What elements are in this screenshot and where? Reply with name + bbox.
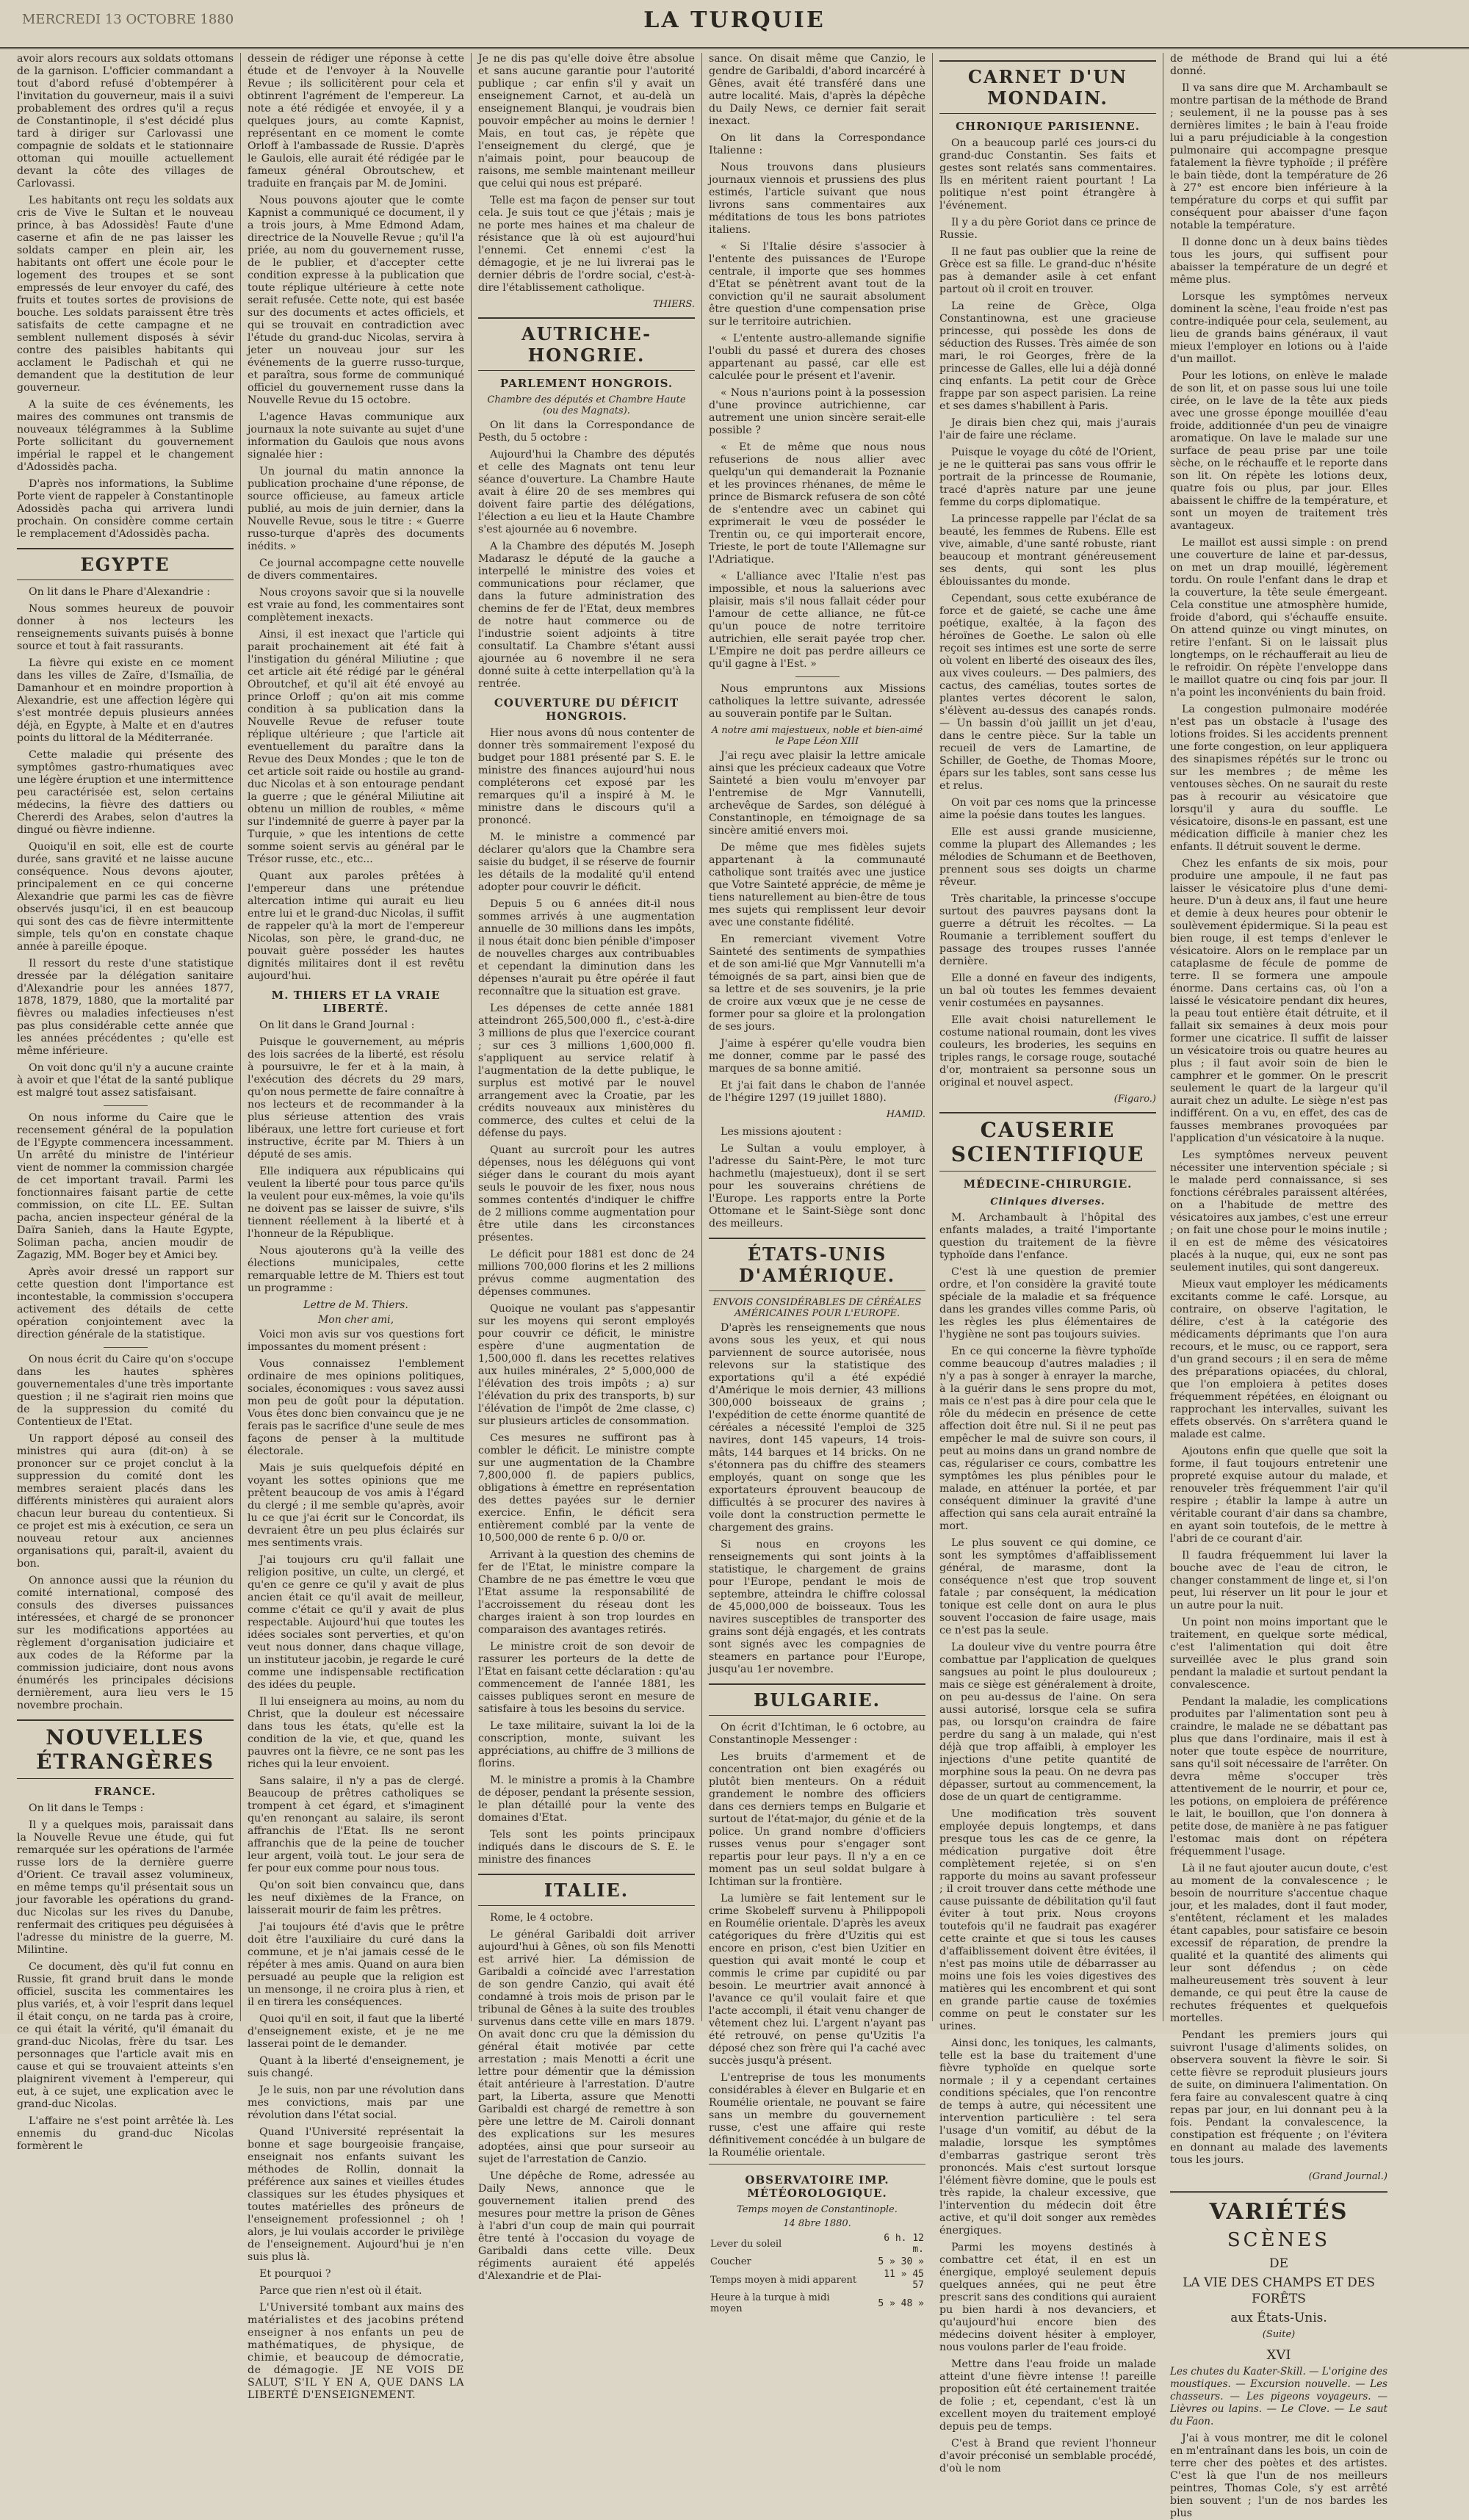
paragraph: La reine de Grèce, Olga Constantinowna, est une gracieuse princesse, qui possède les dons de séduction des Russes. Très aimée de son mari, le roi Georges, frère de la princesse de Galles, elle lui a déjà donné cinq enfants. La petit cour de Grèce frappe par son aspect parisien. La reine et ses dames s'habillent à Paris. bbox=[939, 300, 1156, 412]
paragraph: De même que mes fidèles sujets appartenant à la communauté catholique sont traités avec une justice que Votre Sainteté apprécie, de même je tiens naturellement au bien-être de tous mes sujets qui remplissent leur devoir avec une constante fidélité. bbox=[709, 842, 925, 928]
paragraph: On a beaucoup parlé ces jours-ci du grand-duc Constantin. Ses faits et gestes sont relatés sans commentaires. Ils en méritent raient pourtant ! La politique n'est point étrangère à l'événement. bbox=[939, 137, 1156, 212]
paragraph: Ajoutons enfin que quelle que soit la forme, il faut toujours entretenir une propreté exquise autour du malade, et renouveler très fréquemment l'air qu'il respire ; établir la lampe à autre un véritable courant d'air dans sa chambre, en ayant soin toutefois, de le mettre à l'abri de ce courant d'air. bbox=[1170, 1445, 1387, 1545]
section-title-italie: ITALIE. bbox=[478, 1874, 695, 1906]
section-title-etats-unis: ÉTATS-UNIS D'AMÉRIQUE. bbox=[709, 1238, 925, 1291]
column-6 bbox=[1163, 53, 1394, 2519]
paragraph: On lit dans la Correspondance Italienne : bbox=[709, 132, 925, 156]
paragraph: Les bruits d'armement et de concentration ont bien exagérés ou plutôt bien menteurs. On a réduit grandement le nombre des officiers dans ces derniers temps en Bulgarie et surtout de l'état-major, du génie et de la police. Un grand nombre d'officiers russes venus pour s'engager sont repartis pour leur pays. Il n'y a en ce moment pas un seul soldat bulgare à Ichtiman sur la frontière. bbox=[709, 1751, 925, 1888]
paragraph: avoir alors recours aux soldats ottomans de la garnison. L'officier commandant a tout d'abord refusé d'obtempérer à l'invitation du gouverneur, mais il a suivi probablement des ordres qu'il a reçus de Constantinople, il s'est décidé plus tard à diriger sur Carlovassi une compagnie de soldats et le stationnaire ottoman qui mouille actuellement devant la côte des villages de Carlovassi. bbox=[17, 53, 234, 189]
paragraph: de méthode de Brand qui lui a été donné. bbox=[1170, 53, 1387, 77]
chapter-number: XVI bbox=[1266, 2347, 1291, 2363]
paragraph: Un point non moins important que le traitement, en quelque sorte médical, c'est l'alimentation qui doit être surveillée avec le plus grand soin pendant la maladie et surtout pendant la convalescence. bbox=[1170, 1617, 1387, 1691]
paragraph: Et j'ai fait dans le chabon de l'année de l'hégire 1297 (19 juillet 1880). bbox=[709, 1080, 925, 1104]
paragraph: Elle est aussi grande musicienne, comme la plupart des Allemandes ; les mélodies de Schumann et de Beethoven, prennent sous ses doigts un charme rêveur. bbox=[939, 826, 1156, 888]
source-credit: (Grand Journal.) bbox=[1308, 2171, 1387, 2182]
paragraph: On lit dans la Correspondance de Pesth, du 5 octobre : bbox=[478, 419, 695, 444]
paragraph: Quant à la liberté d'enseignement, je suis changé. bbox=[248, 2055, 464, 2079]
paragraph: « Si l'Italie désire s'associer à l'entente des puissances de l'Europe centrale, il importe que ses hommes d'Etat se pénètrent avant tout de la conviction qu'il ne saurait absolument être question d'une compensation prise sur le territoire autrichien. bbox=[709, 241, 925, 328]
weather-box bbox=[709, 2164, 925, 2315]
paragraph: Les habitants ont reçu les soldats aux cris de Vive le Sultan et le nouveau prince, à bas Adossidès! Faute d'une caserne et afin de ne pas laisser les soldats camper en plein air, les habitants ont offert une école pour le logement des troupes et se sont empressés de leur envoyer du café, des fruits et toutes sortes de provisions de bouche. Les soldats paraissent être très satisfaits de cette campagne et ne semblent nullement disposés à sévir contre des paisibles habitants qui acclament le Padischah et qui ne demandent que la destitution de leur gouverneur. bbox=[17, 195, 234, 394]
paragraph: « Et de même que nous nous refuserions de nous allier avec quelqu'un qui demanderait la Poznanie et les provinces rhénanes, de même le prince de Bismarck refusera de son côté de s'entendre avec un cabinet qui exprimerait le vœu de posséder le Trentin ou, ce qui importerait encore, Trieste, le port de toute l'Allemagne sur l'Adriatique. bbox=[709, 441, 925, 566]
signature: HAMID. bbox=[886, 1109, 925, 1120]
paragraph: Telle est ma façon de penser sur tout cela. Je suis tout ce que j'étais ; mais je ne porte mes haines et ma chaleur de résistance que là où est aujourd'hui l'ennemi. Cet ennemi c'est la démagogie, et je ne lui livrerai pas le dernier débris de l'ordre social, c'est-à-dire l'établissement catholique. bbox=[478, 195, 695, 294]
paragraph: Le déficit pour 1881 est donc de 24 millions 700,000 florins et les 2 millions prévus comme augmentation des dépenses communes. bbox=[478, 1249, 695, 1298]
section-title-bulgarie: BULGARIE. bbox=[709, 1683, 925, 1716]
paragraph: Les dépenses de cette année 1881 atteindront 265,500,000 fl., c'est-à-dire 3 millions de plus que l'exercice courant ; sur ces 3 millions 1,600,000 fl. s'appliquent au service relatif à l'augmentation de la dette publique, le surplus est motivé par le nouvel arrangement avec la Croatie, par les crédits nouveaux aux ministères du commerce, des cultes et celui de la défense du pays. bbox=[478, 1003, 695, 1139]
paragraph: Ce document, dès qu'il fut connu en Russie, fit grand bruit dans le monde officiel, suscita les commentaires les plus variés, et, à voir l'esprit dans lequel il était conçu, on ne tarda pas à croire, ce qui était la vérité, qu'il émanait du grand-duc Nicolas, frère du tsar. Les personnages que l'article avait mis en cause et qui se trouvaient atteints s'en plaignirent vivement à l'empereur, qui eut, à ce sujet, une explication avec le grand-duc Nicolas. bbox=[17, 1961, 234, 2110]
paragraph: Elle indiquera aux républicains qui veulent la liberté pour tous parce qu'ils la veulent pour eux-mêmes, la voie qu'ils ne doivent pas se laisser de suivre, s'ils tiennent réellement à la liberté et à l'honneur de la République. bbox=[248, 1166, 464, 1240]
paragraph: L'agence Havas communique aux journaux la note suivante au sujet d'une information du Gaulois que nous avons signalée hier : bbox=[248, 411, 464, 461]
masthead bbox=[0, 0, 1469, 49]
paragraph: Cette maladie qui présente des symptômes gastro-rhumatiques avec une légère éruption et une intermittence peu caractérisée est, selon certains médecins, la fièvre des dattiers ou Chererdi des Arabes, selon d'autres la dingué ou fièvre indienne. bbox=[17, 749, 234, 836]
divider bbox=[104, 1105, 148, 1106]
paragraph: Quant aux paroles prêtées à l'empereur dans une prétendue altercation intime qui aurait eu lieu entre lui et le grand-duc Nicolas, il suffit de rappeler qu'à la mort de l'empereur Nicolas, son père, le grand-duc, ne pouvait guère posséder les hautes dignités militaires dont il est revêtu aujourd'hui. bbox=[248, 870, 464, 982]
paragraph: M. le ministre a promis à la Chambre de déposer, pendant la présente session, le plan détaillé pour la vente des domaines d'Etat. bbox=[478, 1775, 695, 1824]
paragraph: Quoique ne voulant pas s'appesantir sur les moyens qui seront employés pour couvrir ce déficit, le ministre espère d'une augmentation de 1,500,000 fl. dans les recettes relatives aux huiles minérales, 2° 5,000,000 de l'élévation des trois impôts ; a) sur l'élévation du prix des transports, b) sur l'élévation de l'impôt de 2me classe, c) sur plusieurs articles de consommation. bbox=[478, 1303, 695, 1427]
subheading-envois: ENVOIS CONSIDÉRABLES DE CÉRÉALES AMÉRICAINES POUR L'EUROPE. bbox=[712, 1297, 922, 1319]
table-row bbox=[709, 2232, 925, 2256]
table-cell: Temps moyen à midi apparent bbox=[710, 2274, 857, 2286]
column-5 bbox=[933, 53, 1163, 2474]
table-cell: 6 h. 12 m. bbox=[884, 2233, 924, 2255]
column-4 bbox=[702, 53, 933, 2314]
table-row bbox=[709, 2268, 925, 2292]
paragraph: A la Chambre des députés M. Joseph Madarasz le député de la gauche a interpellé le ministre des voies et communications pour réclamer, que dans la future administration des chemins de fer de l'Etat, deux membres de notre haut commerce ou de l'industrie soient adjoints à titre consultatif. La Chambre s'étant aussi ajournée au 6 novembre il ne sera donné suite à cette interpellation qu'à la rentrée. bbox=[478, 541, 695, 690]
paragraph: Rome, le 4 octobre. bbox=[490, 1912, 593, 1924]
table-cell: Lever du soleil bbox=[710, 2238, 782, 2250]
paragraph: Ainsi, il est inexact que l'article qui parait prochainement ait été fait à l'instigation du général Miliutine ; que cet article ait été rédigé par le général Obroutchef, et qu'il ait été envoyé au prince Orloff ; qu'on ait mis comme condition à sa publication dans la Nouvelle Revue de refuser toute réplique ultérieure ; que l'article ait eventuellement du paraître dans la Revue des Deux Mondes ; que le ton de cet article soit raide ou hostile au grand-duc Nicolas et à son entourage pendant la guerre ; que le général Miliutine ait obtenu un million de roubles, « même sur l'indemnité de guerre à payer par la Turquie, » que les intentions de cette somme soient servis au général par le Trésor russe, etc., etc... bbox=[248, 629, 464, 865]
paragraph: Elle a donné en faveur des indigents, un bal où toutes les femmes devaient venir costumées en paysannes. bbox=[939, 972, 1156, 1009]
paragraph: On lit dans le Temps : bbox=[29, 1802, 144, 1814]
subsection-title-chronique: CHRONIQUE PARISIENNE. bbox=[956, 120, 1140, 133]
paragraph: Voici mon avis sur vos questions fort impossantes du moment présent : bbox=[248, 1329, 464, 1353]
feuilleton-suite: (Suite) bbox=[1262, 2329, 1296, 2340]
paragraph: On voit donc qu'il n'y a aucune crainte à avoir et que l'état de la santé publique est malgré tout assez satisfaisant. bbox=[17, 1062, 234, 1099]
paragraph: Ces mesures ne suffiront pas à combler le déficit. Le ministre compte sur une augmentation de la Chambre 7,800,000 fl. de papiers publics, obligations à émettre en représentation des dettes payées sur le dernier exercice. Enfin, le déficit sera entièrement comblé par la vente de 10,500,000 de rente 6 p. 0/0 or. bbox=[478, 1432, 695, 1544]
paragraph: Très charitable, la princesse s'occupe surtout des pauvres paysans dont la guerre a détruit les récoltes. — La Roumanie a terriblement souffert du passage des troupes russes l'année dernière. bbox=[939, 893, 1156, 967]
paragraph: J'ai toujours été d'avis que le prêtre doit être l'auxiliaire du curé dans la commune, et je n'ai jamais cessé de le répéter à mes amis. Quand on aura bien persuadé au peuple que la religion est un mensonge, il ne croira plus à rien, et il en tirera les conséquences. bbox=[248, 1921, 464, 2008]
paragraph: « L'alliance avec l'Italie n'est pas impossible, et nous la saluerions avec plaisir, mais s'il nous fallait céder pour l'amour de cette alliance, ne fût-ce qu'un pouce de notre territoire autrichien, elle serait payée trop cher. L'Empire ne doit pas perdre ailleurs ce qu'il gagne à l'Est. » bbox=[709, 571, 925, 670]
column-2 bbox=[241, 53, 472, 2401]
paragraph: A la suite de ces événements, les maires des communes ont transmis de nouveaux télégrammes à la Sublime Porte sollicitant du gouvernement impérial le rappel et le changement d'Adossidès pacha. bbox=[17, 399, 234, 473]
subsection-title-france: FRANCE. bbox=[94, 1785, 156, 1798]
paragraph: La fièvre qui existe en ce moment dans les villes de Zaïre, d'Ismaïlia, de Damanhour et en moindre proportion à Alexandrie, est une affection légère qui s'est montrée depuis plusieurs années déjà, en Egypte, à Malte et en d'autres points du littoral de la Méditerranée. bbox=[17, 657, 234, 744]
table-row bbox=[709, 2292, 925, 2315]
paragraph: On annonce aussi que la réunion du comité international, composé des consuls des diverses puissances intéressées, et chargé de se prononcer sur les modifications apportées au règlement d'organisation judiciaire et aux codes de la Réforme par la commission judiciaire, dont nous avons énumérés les principales décisions dernièrement, aura lieu vers le 15 novembre prochain. bbox=[17, 1575, 234, 1711]
paragraph: Là il ne faut ajouter aucun doute, c'est au moment de la convalescence ; le besoin de nourriture s'accentue chaque jour, et les malades, dont il faut moder, s'entêtent, réclament et les malades étant capables, pour satisfaire ce besoin excessif de réparation, de prendre la qualité et la quantité des aliments qui leur sont défendus ; on cède malheureusement très souvent à leur demande, ce qui peut être la cause de rechutes fréquentes et quelquefois mortelles. bbox=[1170, 1863, 1387, 2024]
paragraph: J'ai reçu avec plaisir la lettre amicale ainsi que les précieux cadeaux que Votre Sainteté a bien voulu m'envoyer par l'entremise de Mgr Vannutelli, archevêque de Sardes, son délégué à Constantinople, en témoignage de sa sincère amitié envers moi. bbox=[709, 750, 925, 837]
paragraph: Le taxe militaire, suivant la loi de la conscription, monte, suivant les appréciations, au chiffre de 3 millions de florins. bbox=[478, 1720, 695, 1769]
table-cell: 5 » 30 » bbox=[878, 2256, 924, 2267]
paragraph: Je dirais bien chez qui, mais j'aurais l'air de faire une réclame. bbox=[939, 417, 1156, 441]
paragraph: Pendant les premiers jours qui suivront l'usage d'aliments solides, on observera souvent la fièvre le soir. Si cette fièvre se reproduit plusieurs jours de suite, on diminuera l'alimentation. On fera faire au convalescent quatre à cinq repas par jour, en lui donnant peu à la fois. Pendant la convalescence, la constipation est fréquente ; on l'évitera en donnant au malade des lavements tous les jours. bbox=[1170, 2029, 1387, 2166]
paragraph: Une dépêche de Rome, adressée au Daily News, annonce que le gouvernement italien prend des mesures pour mettre la prison de Gênes à l'abri d'un coup de main qui pourrait être tenté à l'occasion du voyage de Garibaldi dans cette ville. Deux régiments auraient été appelés d'Alexandrie et de Plai- bbox=[478, 2170, 695, 2282]
feuilleton-subtitle: LA VIE DES CHAMPS ET DES FORÊTS bbox=[1183, 2275, 1375, 2306]
paragraph: Il lui enseignera au moins, au nom du Christ, que la douleur est nécessaire dans tous les états, qu'elle est la condition de la vie, et que, quand les pauvres ont la fièvre, ce ne sont pas les riches qui la leur envoient. bbox=[248, 1696, 464, 1770]
paragraph: « L'entente austro-allemande signifie l'oubli du passé et durera des choses appartenant au passé, car elle est calculée pour le présent et l'avenir. bbox=[709, 333, 925, 382]
issue-date: MERCREDI 13 OCTOBRE 1880 bbox=[22, 12, 234, 27]
paragraph: Quoi qu'il en soit, il faut que la liberté d'enseignement existe, et je ne me lasserai point de le demander. bbox=[248, 2013, 464, 2050]
paragraph: On nous informe du Caire que le recensement général de la population de l'Egypte commencera incessamment. Un arrêté du ministre de l'intérieur vient de nommer la commission chargée de cet important travail. Parmi les fonctionnaires faisant partie de cette commission, on cite LL. EE. Sultan pacha, ancien inspecteur général de la Daïra Sanieh, dans la Haute Egypte, Soliman pacha, ancien moudir de Zagazig, MM. Boger bey et Amici bey. bbox=[17, 1112, 234, 1261]
paragraph: La douleur vive du ventre pourra être combattue par l'application de quelques sangsues au point le plus douloureux ; mais ce siège est généralement à droite, on peu au-dessus de l'aine. On sera aussi autorisé, lorsque cela se sufira pas, ou lorsqu'on craindra de faire perdre du sang à un malade, qui n'est déjà que trop affaibli, à employer les injections d'une petite quantité de morphine sous la peau. On ne devra pas dépasser, surtout au commencement, la dose de un quart de centigramme. bbox=[939, 1642, 1156, 1803]
divider bbox=[104, 1347, 148, 1348]
paragraph: Les symptômes nerveux peuvent nécessiter une intervention spéciale ; si le malade perd connaissance, si ses fonctions cérébrales paraissent altérées, on a l'habitude de mettre des vésicatoires aux jambes, c'est une erreur ; on fait une chose pour le moins inutile ; il en est de même des vésicatoires placés à la nuque, qui, eux ne sont pas seulement inutiles, qui sont dangereux. bbox=[1170, 1149, 1387, 1274]
paragraph: Nous sommes heureux de pouvoir donner à nos lecteurs les renseignements suivants puisés à bonne source et tout à fait rassurants. bbox=[17, 603, 234, 652]
paragraph: Mettre dans l'eau froide un malade atteint d'une fièvre intense !! pareille proposition eût été certainement traitée de folie ; et, cependant, c'est là un excellent moyen du traitement employé depuis peu de temps. bbox=[939, 2358, 1156, 2433]
source-credit: (Figaro.) bbox=[1114, 1094, 1156, 1105]
paragraph: Pendant la maladie, les complications produites par l'alimentation sont peu à craindre, le malade ne se débattant pas plus que dans l'ordinaire, mais il est à noter que toute espèce de nourriture, sans qu'il soit nécessaire de l'arrêter. On devra même s'occuper très attentivement de le nourrir, et pour ce, les potions, on emploiera de préférence le lait, le bouillon, que l'on donnera à petite dose, de manière à ne pas fatiguer l'estomac mais dont on répétera fréquemment l'usage. bbox=[1170, 1696, 1387, 1857]
feuilleton-location: aux États-Unis. bbox=[1230, 2311, 1327, 2325]
paragraph: On lit dans le Phare d'Alexandrie : bbox=[29, 586, 211, 598]
table-cell: Coucher bbox=[710, 2256, 751, 2267]
observatory-title: OBSERVATOIRE IMP. MÉTÉOROLOGIQUE. bbox=[745, 2173, 889, 2200]
paragraph: On écrit d'Ichtiman, le 6 octobre, au Constantinople Messenger : bbox=[709, 1722, 925, 1746]
paragraph: D'après nos informations, la Sublime Porte vient de rappeler à Constantinople Adossidès pacha qui arrivera lundi prochain. On considère comme certain le remplacement d'Adossidès pacha. bbox=[17, 478, 234, 540]
paragraph: Qu'on soit bien convaincu que, dans les neuf dixièmes de la France, on laisserait mourir de faim les prêtres. bbox=[248, 1880, 464, 1916]
paragraph: On lit dans le Grand Journal : bbox=[259, 1019, 415, 1031]
observatory-date: 14 8bre 1880. bbox=[783, 2218, 851, 2229]
paragraph: Il va sans dire que M. Archambault se montre partisan de la méthode de Brand ; seulement, il ne la pousse pas à ses dernières limites ; le bain à l'eau froide lui a paru préjudiciable à la congestion pulmonaire qui accompagne presque fatalement la fièvre typhoïde ; il préfère le bain tiède, dont la température de 26 à 27° est encore bien inférieure à la température du corps et qui suffit par conséquent pour abaisser d'une façon notable la température. bbox=[1170, 82, 1387, 231]
paragraph: On voit par ces noms que la princesse aime la poésie dans toutes les langues. bbox=[939, 797, 1156, 821]
section-title-egypte: EGYPTE bbox=[17, 548, 234, 580]
observatory-subtitle: Temps moyen de Constantinople. bbox=[737, 2204, 898, 2215]
paragraph: Nous pouvons ajouter que le comte Kapnist a communiqué ce document, il y a trois jours, à Mme Edmond Adam, directrice de la Nouvelle Revue ; qu'il l'a priée, au nom du gouvernement russe, de le publier, et d'accepter cette condition expresse à la publication que toute réplique ultérieure à cette note serait refusée. Cette note, qui est basée sur des documents et actes officiels, et qui se trouvait en contradiction avec l'étude du grand-duc Nicolas, servira à jeter un nouveau jour sur les événements de la guerre russo-turque, et paraîtra, sous forme de communiqué officiel du gouvernement russe dans la Nouvelle Revue du 15 octobre. bbox=[248, 195, 464, 406]
letter-salutation: Mon cher ami, bbox=[317, 1314, 394, 1326]
paragraph: Elle avait choisi naturellement le costume national roumain, dont les vives couleurs, les broderies, les sequins en triples rangs, le corsage rouge, soutaché d'or, montraient sa personne sous un original et nouvel aspect. bbox=[939, 1014, 1156, 1088]
paragraph: J'aime à espérer qu'elle voudra bien me donner, comme par le passé des marques de sa bonne amitié. bbox=[709, 1038, 925, 1075]
paragraph: Je le suis, non par une révolution dans mes convictions, mais par une révolution dans l'état social. bbox=[248, 2084, 464, 2121]
paragraph: Les missions ajoutent : bbox=[721, 1126, 842, 1138]
paragraph: Une modification très souvent employée depuis longtemps, et dans presque tous les cas de ce genre, la médication purgative doit être complètement rejetée, si on s'en rapporte du moins au savant professeur ; il croit trouver dans cette méthode une cause puissante de débilitation qu'il faut éviter à tout prix. Nous croyons toutefois qu'il ne faudrait pas exagérer cette crainte et que si tous les causes d'affaiblissement doivent être évitées, il n'est pas moins utile de débarrasser au moins une fois les voies digestives des matières qui les encombrent et qui sont en grande partie cause de toxémies comme on peut le constater sur les urines. bbox=[939, 1808, 1156, 2032]
paragraph: Pour les lotions, on enlève le malade de son lit, et on passe sous lui une toile cirée, on le lave de la tête aux pieds avec une grosse éponge mouillée d'eau froide, additionnée d'un peu de vinaigre aromatique. On lave le malade sur une surface de peau prise par une toile sèche, on le réchauffe et le reporte dans son lit. On répète les lotions deux, quatre fois ou plus, par jour. Elles abaissent le chiffre de la température, et sont un moyen de traitement très avantageux. bbox=[1170, 370, 1387, 532]
paragraph: Le maillot est aussi simple : on prend une couverture de laine et par-dessus, on met un drap mouillé, légèrement tordu. On roule l'enfant dans le drap et la couverture, la tête seule émergeant. Cela constitue une atmosphère humide, froide d'abord, qui s'échauffe ensuite. On attend quinze ou vingt minutes, on retire l'enfant. Si on le laissait plus longtemps, on le réchaufferait au lieu de le refroidir. On répète l'enveloppe dans le maillot quatre ou cinq fois par jour. Il n'a point les inconvénients du bain froid. bbox=[1170, 537, 1387, 698]
paragraph: « Nous n'aurions point à la possession d'une province autrichienne, car autrement une union sincère serait-elle possible ? bbox=[709, 387, 925, 436]
paragraph: Si nous en croyons les renseignements qui sont joints à la statistique, le chargement de grains pour l'Europe, pendant le mois de septembre, atteindra le chiffre colossal de 45,000,000 de boisseaux. Tous les navires susceptibles de transporter des grains sont déjà engagés, et les contrats sont signés avec les compagnies de steamers en partance pour l'Europe, jusqu'au 1er novembre. bbox=[709, 1539, 925, 1675]
columns bbox=[10, 53, 1459, 2519]
paragraph: Parce que rien n'est où il était. bbox=[259, 2285, 422, 2297]
paragraph: L'Université tombant aux mains des matérialistes et des jacobins prétend enseigner à nos enfants un peu de mathématiques, de physique, de chimie, et beaucoup de démocratie, de démagogie. JE NE VOIS DE SALUT, S'IL Y EN A, QUE DANS LA LIBERTÉ D'ENSEIGNEMENT. bbox=[248, 2302, 464, 2401]
paragraph: Depuis 5 ou 6 années dit-il nous sommes arrivés à une augmentation annuelle de 30 millions dans les impôts, il nous était donc bien pénible d'imposer de nouvelles charges aux contribuables et cependant la diminution dans les dépenses n'aurait pu être opérée il faut reconnaître que la situation est grave. bbox=[478, 898, 695, 997]
paragraph: En remerciant vivement Votre Sainteté des sentiments de sympathies et de son ami-lié que Mgr Vannutelli m'a témoignés de sa part, ainsi bien que de sa lettre et de ses souvenirs, je la prie de croire aux vœux que je ne cesse de former pour sa gloire et la prolongation de ses jours. bbox=[709, 934, 925, 1033]
paragraph: Quant au surcroît pour les autres dépenses, nous les déléguons qui vont siéger dans le courant du mois ayant seuls le pouvoir de les fixer, nous nous sommes contentés d'indiquer le chiffre de 2 millions comme augmentation pour être utile dans les circonstances présentes. bbox=[478, 1144, 695, 1243]
paragraph: Cependant, sous cette exubérance de force et de gaieté, se cache une âme poétique, exaltée, à la façon des héroïnes de Goethe. Le salon où elle reçoit ses intimes est une sorte de serre où volent en liberté des oiseaux des îles, aux vives couleurs. — Des palmiers, des cactus, des camélias, toutes sortes de plantes vertes décorent le salon, s'élèvent au-dessus des canapés ronds. — Un bassin d'où jaillit un jet d'eau, dans le centre pièce. Sur la table un recueil de vers de Lamartine, de Schiller, de Goethe, de Thomas Moore, épars sur les tables, sont sans cesse lus et relus. bbox=[939, 593, 1156, 792]
table-cell: 11 » 45 57 bbox=[884, 2269, 924, 2291]
paragraph: Arrivant à la question des chemins de fer de l'Etat, le ministre compare la Chambre de ne pas émettre le vœu que l'Etat assume la responsabilité de l'accroissement du réseau dont les charges iraient à son trop lourdes en comparaison des avantages retirés. bbox=[478, 1549, 695, 1636]
subsection-title-parlement: PARLEMENT HONGROIS. bbox=[499, 377, 674, 390]
chapter-summary: Les chutes du Kaater-Skill. — L'origine des moustiques. — Excursion nouvelle. — Les chasseurs. — Les pigeons voyageurs. — Lièvres ou lapins. — Le Clove. — Le saut du Faon. bbox=[1170, 2366, 1387, 2427]
section-title-varietes: VARIÉTÉS bbox=[1170, 2191, 1387, 2225]
paragraph: L'entreprise de tous les monuments considérables à élever en Bulgarie et en Roumélie orientale, ne pouvant se faire sans un membre du gouvernement russe, c'est une affaire qui reste définitivement concédée à un bulgare de la Roumélie orientale. bbox=[709, 2072, 925, 2159]
paragraph: Parmi les moyens destinés à combattre cet état, il en est un énergique, employé seulement depuis quelques années, qui ne peut être prescrit sans des conditions qui auraient pu bien hardi à nos devanciers, et qu'aujourd'hui encore bien des médecins doivent hésiter à employer, nous voulons parler de l'eau froide. bbox=[939, 2242, 1156, 2353]
subsection-title-deficit: COUVERTURE DU DÉFICIT HONGROIS. bbox=[494, 696, 679, 723]
paragraph: On nous écrit du Caire qu'on s'occupe dans les hautes sphères gouvernementales d'une très importante question ; il ne s'agirait rien moins que de la suppression du comité du Contentieux de l'Etat. bbox=[17, 1354, 234, 1428]
paragraph: sance. On disait même que Canzio, le gendre de Garibaldi, d'abord incarcéré à Gênes, avait été transféré dans une autre localité. Mais, d'après la dépêche du Daily News, ce dernier fait serait inexact. bbox=[709, 53, 925, 127]
paragraph: La princesse rappelle par l'éclat de sa beauté, les femmes de Rubens. Elle est vive, aimable, d'une santé robuste, riant beaucoup et montrant généreusement ses dents, qui sont les plus éblouissantes du monde. bbox=[939, 513, 1156, 588]
paragraph: dessein de rédiger une réponse à cette étude et de l'envoyer à la Nouvelle Revue ; ils sollicitèrent pour cela et obtinrent l'agrément de l'empereur. La note a été rédigée et envoyée, il y a quelques jours, au comte Kapnist, représentant en ce moment le comte Orloff à l'ambassade de Russie. D'après le Gaulois, elle aurait été rédigée par le fameux général Obroutschew, et traduite en français par M. de Jomini. bbox=[248, 53, 464, 189]
feuilleton-title: SCÈNES bbox=[1227, 2229, 1331, 2251]
paragraph: Quand l'Université représentait la bonne et sage bourgeoisie française, enseignait nos enfants suivant les méthodes de Rollin, donnait la préférence aux saines et vieilles études classiques sur les études physiques et toutes matérielles des prôneurs de l'enseignement professionnel ; oh ! alors, je lui voulais accorder le privilège de l'enseignement. Aujourd'hui je n'en suis plus là. bbox=[248, 2126, 464, 2263]
paragraph: Je ne dis pas qu'elle doive être absolue et sans aucune garantie pour l'autorité publique ; car enfin s'il y avait un enseignement Carnot, et au-delà un enseignement Blanqui, je voudrais bien pouvoir empêcher au moins le dernier ! Mais, en tout cas, je répète que l'enseignement du clergé, que je n'aimais point, pour beaucoup de raisons, me semble maintenant meilleur que celui qui nous est préparé. bbox=[478, 53, 695, 189]
paragraph: Et pourquoi ? bbox=[259, 2268, 331, 2280]
table-row bbox=[709, 2256, 925, 2268]
paragraph: C'est à Brand que revient l'honneur d'avoir préconisé un semblable procédé, d'où le nom bbox=[939, 2438, 1156, 2474]
subsection-title-thiers: M. THIERS ET LA VRAIE LIBERTÉ. bbox=[271, 989, 441, 1015]
paragraph: C'est là une question de premier ordre, et l'on considère la gravité toute spéciale de la maladie et sa fréquence dans les grandes villes comme Paris, où les règles les plus élémentaires de l'hygiène ne sont pas toujours suivies. bbox=[939, 1266, 1156, 1340]
table-cell: Heure à la turque à midi moyen bbox=[710, 2292, 830, 2314]
paragraph: Mais je suis quelquefois dépité en voyant les sottes opinions que me prêtent beaucoup de vos amis à l'égard du clergé ; il me semble qu'après, avoir lu ce que j'ai écrit sur le Concordat, ils devraient être un peu plus éclairés sur mes sentiments vrais. bbox=[248, 1462, 464, 1549]
paragraph: Mieux vaut employer les médicaments excitants comme le café. Lorsque, au contraire, on observe l'agitation, le délire, c'est à la catégorie des médicaments déprimants que l'on aura recours, et le musc, ou ce rapport, sera d'un grand secours ; il en sera de même des préparations opiacées, du chloral, que l'on emploiera à petites doses fréquemment répétées, en éloignant ou rapprochant les intervalles, suivant les effets observés. On s'arrêtera quand le malade est calme. bbox=[1170, 1279, 1387, 1440]
paragraph: J'ai toujours cru qu'il fallait une religion positive, un culte, un clergé, et qu'en ce genre ce qu'il y avait de plus ancien était ce qu'il avait de meilleur, comme c'était ce qu'il y avait de plus respectable. Aujourd'hui que toutes les idées sociales sont perverties, et qu'on veut nous donner, dans chaque village, un instituteur jacobin, je regarde le curé comme une indispensable rectification des idées du peuple. bbox=[248, 1554, 464, 1691]
paragraph: Il ne faut pas oublier que la reine de Grèce est sa fille. Le grand-duc n'hésite pas à demander asile à cet enfant partout où il croit en trouver. bbox=[939, 246, 1156, 295]
paragraph: Chez les enfants de six mois, pour produire une ampoule, il ne faut pas laisser le vésicatoire plus d'une demi-heure. D'un à deux ans, il faut une heure et demie à deux heures pour obtenir le soulèvement épidermique. Si la peau est bien rouge, il est temps d'enlever le vésicatoire. Alors on le remplace par un cataplasme de fécule de pomme de terre. Il se formera une ampoule énorme. Dans certains cas, où l'on a laissé le vésicatoire pendant dix heures, la peau tout entière était détruite, et il fallait six semaines à deux mois pour former une cicatrice. Il suffit de laisser un vésicatoire trois ou quatre heures au plus ; il faut avoir soin de bien le camphrer et le gommer. On le prescrit seulement le quart de la largeur qu'il aurait chez un adulte. Le siège n'est pas indifférent. On a vu, en effet, des cas de fausses membranes provoquées par l'application d'un vésicatoire à la nuque. bbox=[1170, 858, 1387, 1144]
paragraph: Le général Garibaldi doit arriver aujourd'hui à Gênes, où son fils Menotti est arrivé hier. La démission de Garibaldi a coïncidé avec l'arrestation de son gendre Canzio, qui avait été condamné à trois mois de prison par le tribunal de Gênes à la suite des troubles survenus dans cette ville en mars 1879. On avait donc cru que la démission du général était motivée par cette arrestation ; mais Menotti a écrit une lettre pour démentir que la démission était antérieure à l'arrestation. D'autre part, la Liberta, assure que Menotti Garibaldi est chargé de remettre à son père une lettre de M. Cairoli donnant des explications sur les mesures adoptées, ainsi que pour surseoir au sujet de l'arrestation de Canzio. bbox=[478, 1929, 695, 2165]
paragraph: Ainsi donc, les toniques, les calmants, telle est la base du traitement d'une fièvre typhoïde en quelque sorte normale ; il y a cependant certaines conditions spéciales, que l'on rencontre de temps à autre, qui nécessitent une intervention particulière : tel sera l'usage d'un vomitif, au début de la maladie, lorsque les symptômes d'embarras gastrique seront très prononcés. Mais c'est surtout lorsque l'élément fièvre domine, que le pouls est très rapide, la chaleur excessive, que l'intervention du médecin doit être active, et qu'il doit songer aux remèdes énergiques. bbox=[939, 2037, 1156, 2236]
letter-heading: Lettre de M. Thiers. bbox=[303, 1299, 408, 1311]
section-title-nouvelles: NOUVELLES ÉTRANGÈRES bbox=[17, 1719, 234, 1779]
section-title-causerie: CAUSERIE SCIENTIFIQUE bbox=[939, 1112, 1156, 1171]
paragraph: Nous croyons savoir que si la nouvelle est vraie au fond, les commentaires sont complètement inexacts. bbox=[248, 587, 464, 624]
paragraph: Un rapport déposé au conseil des ministres qui aura (dit-on) à se prononcer sur ce projet conclut à la suppression du comité dont les membres seraient placés dans les différents ministères qui auraient alors chacun leur bureau du contentieux. Si ce projet est mis à exécution, ce sera un nouveau retour aux anciennes organisations qui, paraît-il, avaient du bon. bbox=[17, 1433, 234, 1570]
paragraph: J'ai à vous montrer, me dit le colonel en m'entraînant dans les bois, un coin de terre cher des poètes et des artistes. C'est là que l'un de nos meilleurs peintres, Thomas Cole, s'y est arrêté bien souvent ; l'un de nos bardes les plus bbox=[1170, 2433, 1387, 2519]
feuilleton-de: DE bbox=[1268, 2256, 1289, 2271]
paragraph: La lumière se fait lentement sur le crime Skobeleff survenu à Philippopoli en Roumélie orientale. D'après les aveux catégoriques du frère d'Uzitis qui est encore en prison, c'est bien Uzitier en question qui avait monté le coup et commis le crime par cupidité ou par besoin. Le meurtrier avait annoncé à l'avance ce qu'il voulait faire et que l'acte accompli, il était venu changer de vêtement chez lui. L'argent n'ayant pas été retrouvé, on pense qu'Uzitis l'a déposé chez son frère qui l'a caché avec succès jusqu'à présent. bbox=[709, 1893, 925, 2067]
paragraph: L'affaire ne s'est point arrêtée là. Les ennemis du grand-duc Nicolas formèrent le bbox=[17, 2115, 234, 2152]
weather-table bbox=[709, 2232, 925, 2315]
paragraph: Nous empruntons aux Missions catholiques la lettre suivante, adressée au souverain pontife par le Sultan. bbox=[709, 683, 925, 720]
paragraph: Hier nous avons dû nous contenter de donner très sommairement l'exposé du budget pour 1881 présenté par S. E. le ministre des finances aujourd'hui nous compléterons cet exposé par les remarques qu'il a inspiré à M. le ministre dans le discours qu'il a prononcé. bbox=[478, 727, 695, 826]
paragraph: Un journal du matin annonce la publication prochaine d'une réponse, de source officieuse, au fameux article publié, au mois de juin dernier, dans la Nouvelle Revue, sous le titre : « Guerre russo-turque d'après des documents inédits. » bbox=[248, 466, 464, 552]
paragraph: Tels sont les points principaux indiqués dans le discours de S. E. le ministre des finances bbox=[478, 1829, 695, 1866]
paragraph: Nous trouvons dans plusieurs journaux viennois et prussiens des plus estimés, l'article suivant que nous livrons sans commentaires aux méditations de tous les bons patriotes italiens. bbox=[709, 162, 925, 236]
paragraph: La congestion pulmonaire modérée n'est pas un obstacle à l'usage des lotions froides. Si les accidents prennent une forte congestion, on leur appliquera des sinapismes répétés sur le tronc ou sur les membres ; de même les ventouses sèches. On ne saurait du reste pas à recourir au vésicatoire que lorsqu'il y aura du souffle. Le vésicatoire, disons-le en passant, est une médication difficile à manier chez les enfants. Il détruit souvent le derme. bbox=[1170, 704, 1387, 853]
paragraph: Quoiqu'il en soit, elle est de courte durée, sans gravité et ne laisse aucune conséquence. Nous devons ajouter, principalement en ce qui concerne Alexandrie que parmi les cas de fièvre observés jusqu'ici, il en est beaucoup qui sont des cas de fièvre intermittente simple, tels qu'on en constate chaque année à pareille époque. bbox=[17, 841, 234, 953]
paragraph: Il donne donc un à deux bains tièdes tous les jours, qui suffisent pour abaisser la température de un degré et même plus. bbox=[1170, 237, 1387, 286]
paragraph: M. le ministre a commencé par déclarer qu'alors que la Chambre sera saisie du budget, il se réserve de fournir les détails de la modalité qu'il entend adopter pour couvrir le déficit. bbox=[478, 831, 695, 893]
paragraph: Puisque le gouvernement, au mépris des lois sacrées de la liberté, est résolu à poursuivre, le fer et à la main, à l'exécution des décrets du 29 mars, qu'on nous permette de faire connaître à nos lecteurs et de recommander à la plus sérieuse attention des vrais libéraux, une lettre fort curieuse et fort instructive, écrite par M. Thiers à un député de ses amis. bbox=[248, 1036, 464, 1160]
paragraph: Il y a du père Goriot dans ce prince de Russie. bbox=[939, 217, 1156, 241]
subheading-chambre: Chambre des députés et Chambre Haute (ou des Magnats). bbox=[487, 394, 686, 416]
subsection-title-medecine: MÉDECINE-CHIRURGIE. bbox=[963, 1177, 1133, 1191]
signature: THIERS. bbox=[653, 299, 695, 310]
paragraph: Aujourd'hui la Chambre des députés et celle des Magnats ont tenu leur séance d'ouverture. La Chambre Haute avait à élire 20 de ses membres qui doivent faire partie des délégations, l'élection a eu lieu et la Haute Chambre s'est ajournée au 6 novembre. bbox=[478, 449, 695, 535]
paragraph: M. Archambault à l'hôpital des enfants malades, a traité l'importante question du traitement de la fièvre typhoïde dans l'enfance. bbox=[939, 1212, 1156, 1261]
table-cell: 5 » 48 » bbox=[878, 2297, 924, 2309]
paragraph: Le Sultan a voulu employer, à l'adresse du Saint-Père, le mot turc hachmetlu (majestueux), dont il se sert pour les souverains chrétiens de l'Europe. Les rapports entre la Porte Ottomane et le Saint-Siège sont donc des meilleurs. bbox=[709, 1143, 925, 1230]
column-3 bbox=[472, 53, 702, 2282]
paragraph: Sans salaire, il n'y a pas de clergé. Beaucoup de prêtres catholiques se trompent à cet égard, et s'imaginent qu'en renonçant au salaire, ils seront affranchis de l'Etat. Ils ne seront affranchis que de la peine de toucher leur argent, voilà tout. Le jour sera de fer pour eux comme pour nous tous. bbox=[248, 1775, 464, 1874]
paper-name: LA TURQUIE bbox=[643, 7, 826, 33]
paragraph: Vous connaissez l'emblement ordinaire de mes opinions politiques, sociales, économiques : vous savez aussi mon peu de goût pour la députation. Vous êtes donc bien convaincu que je ne ferais pas le sacrifice d'une seule de mes façons de penser à la multitude électorale. bbox=[248, 1358, 464, 1457]
subsection-title-cliniques: Cliniques diverses. bbox=[990, 1196, 1105, 1207]
paragraph: Il y a quelques mois, paraissait dans la Nouvelle Revue une étude, qui fut remarquée sur les opérations de l'armée russe lors de la dernière guerre d'Orient. Ce travail assez volumineux, en même temps qu'il présentait sous un jour favorable les opérations du grand-duc Nicolas sur les rives du Danube, renfermait des critiques peu déguisées à l'adresse du ministre de la guerre, M. Milintine. bbox=[17, 1819, 234, 1956]
paragraph: D'après les renseignements que nous avons sous les yeux, et qui nous parviennent de source autorisée, nous relevons sur la statistique des exportations qu'il a été expédié d'Amérique le mois dernier, 43 millions 300,000 boisseaux de grains ; l'expédition de cette énorme quantité de céréales a nécessité l'emploi de 325 navires, dont 145 vapeurs, 14 trois-mâts, 144 barques et 14 bricks. On ne s'étonnera pas du chiffre des steamers employés, quant on songe que les exportateurs éprouvent beaucoup de difficultés à se procurer des navires à voile dont la construction permette le chargement des grains. bbox=[709, 1322, 925, 1534]
paragraph: Ce journal accompagne cette nouvelle de divers commentaires. bbox=[248, 557, 464, 582]
letter-address: A notre ami majestueux, noble et bien-aimé le Pape Léon XIII bbox=[711, 725, 923, 747]
paragraph: Le ministre croit de son devoir de rassurer les porteurs de la dette de l'Etat en faisant cette déclaration : qu'au commencement de l'année 1881, les caisses publiques seront en mesure de satisfaire à tous les besoins du service. bbox=[478, 1641, 695, 1715]
divider bbox=[795, 676, 840, 677]
paragraph: Le plus souvent ce qui domine, ce sont les symptômes d'affaiblissement général, de marasme, dont la conséquence n'est que trop souvent fatale ; par conséquent, la médication tonique est celle dont on aura le plus souvent l'occasion de faire usage, mais ce n'est pas la seule. bbox=[939, 1537, 1156, 1636]
paragraph: Puisque le voyage du côté de l'Orient, je ne le quitterai pas sans vous offrir le portrait de la princesse de Roumanie, tracé d'après nature par une jeune femme du corps diplomatique. bbox=[939, 447, 1156, 508]
section-title-carnet: CARNET D'UN MONDAIN. bbox=[939, 60, 1156, 114]
paragraph: Il faudra fréquemment lui laver la bouche avec de l'eau de citron, le changer constamment de linge et, si l'on peut, lui réserver un lit pour le jour et un autre pour la nuit. bbox=[1170, 1550, 1387, 1611]
section-title-autriche: AUTRICHE-HONGRIE. bbox=[478, 317, 695, 371]
paragraph: Après avoir dressé un rapport sur cette question dont l'importance est incontestable, la commission s'occupera activement des détails de cette opération conjointement avec la direction générale de la statistique. bbox=[17, 1266, 234, 1340]
paragraph: Lorsque les symptômes nerveux dominent la scène, l'eau froide n'est pas contre-indiquée pour cela, seulement, au lieu de grands bains généraux, il vaut mieux l'employer en lotions ou à l'aide d'un maillot. bbox=[1170, 291, 1387, 365]
paragraph: Nous ajouterons qu'à la veille des élections municipales, cette remarquable lettre de M. Thiers est tout un programme : bbox=[248, 1245, 464, 1294]
column-1 bbox=[10, 53, 241, 2152]
paragraph: En ce qui concerne la fièvre typhoïde comme beaucoup d'autres maladies ; il n'y a pas à songer à enrayer la marche, à la guérir dans le sens propre du mot, mais ce n'est pas à dire pour cela que le rôle du médecin en présence de cette affection doit être nul. Si il ne peut pas empêcher le mal de suivre son cours, il peut au moins dans un grand nombre de cas, régulariser ce cours, combattre les symptômes les plus pénibles pour le malade, en atténuer la portée, et par conséquent diminuer la gravité d'une affection qui sans cela aurait entraîné la mort. bbox=[939, 1346, 1156, 1532]
paragraph: Il ressort du reste d'une statistique dressée par la délégation sanitaire d'Alexandrie pour les années 1877, 1878, 1879, 1880, que la mortalité par fièvres ou maladies infectieuses n'est pas plus considérable cette année que les années précédentes ; qu'elle est même inférieure. bbox=[17, 958, 234, 1057]
